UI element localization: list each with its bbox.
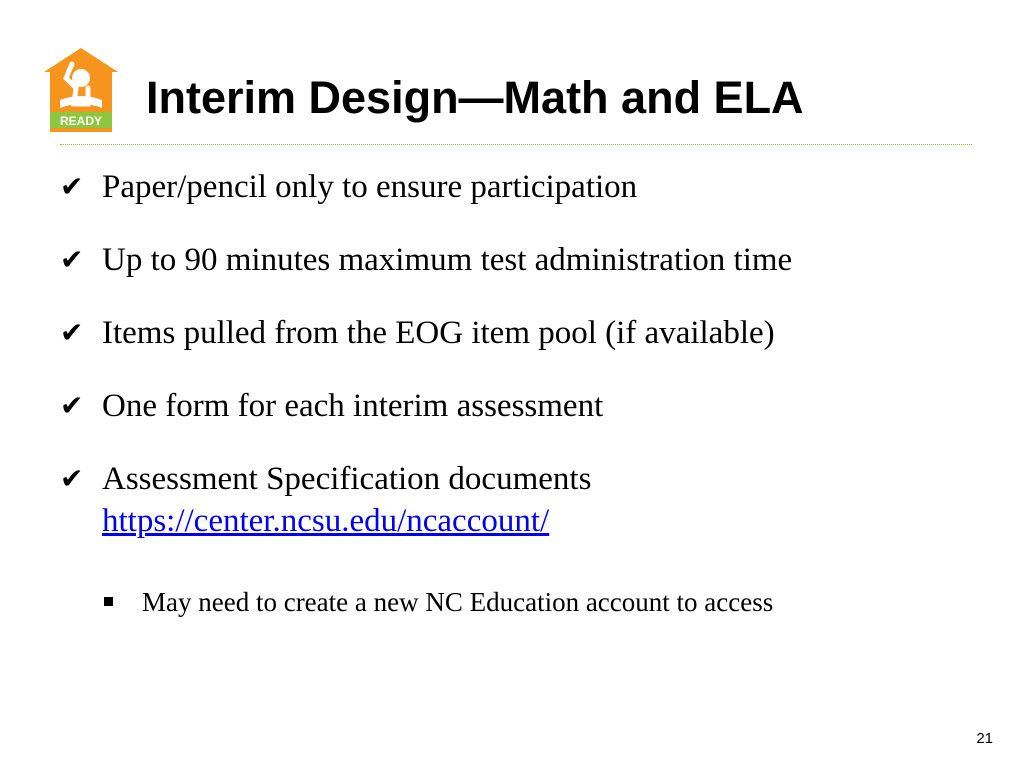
check-icon: ✔ [60,243,84,276]
bullet-item [60,385,1000,427]
bullet-item [60,312,1000,354]
sub-bullet [104,584,773,620]
slide-title: Interim Design—Math and ELA [146,72,804,123]
check-icon: ✔ [60,170,84,203]
title-divider [60,144,972,145]
bullet-item [60,458,1000,542]
bullet-list [60,166,1000,573]
bullet-text: Items pulled from the EOG item pool (if available) [102,315,775,351]
bullet-text: One form for each interim assessment [102,388,604,424]
bullet-text: Paper/pencil only to ensure participation [102,169,638,205]
ready-logo [44,48,118,132]
bullet-item [60,166,1000,208]
check-icon: ✔ [60,462,84,495]
sub-bullet-text: May need to create a new NC Education account to access [142,587,774,617]
page-number: 21 [976,730,993,747]
check-icon: ✔ [60,389,84,422]
bullet-text: Up to 90 minutes maximum test administration time [102,242,793,278]
bullet-item [60,239,1000,281]
logo-text: READY [59,114,103,128]
check-icon: ✔ [60,316,84,349]
assessment-spec-link[interactable]: https://center.ncsu.edu/ncaccount/ [102,503,550,539]
square-bullet-icon [104,597,113,606]
bullet-text: Assessment Specification documents [102,461,592,497]
